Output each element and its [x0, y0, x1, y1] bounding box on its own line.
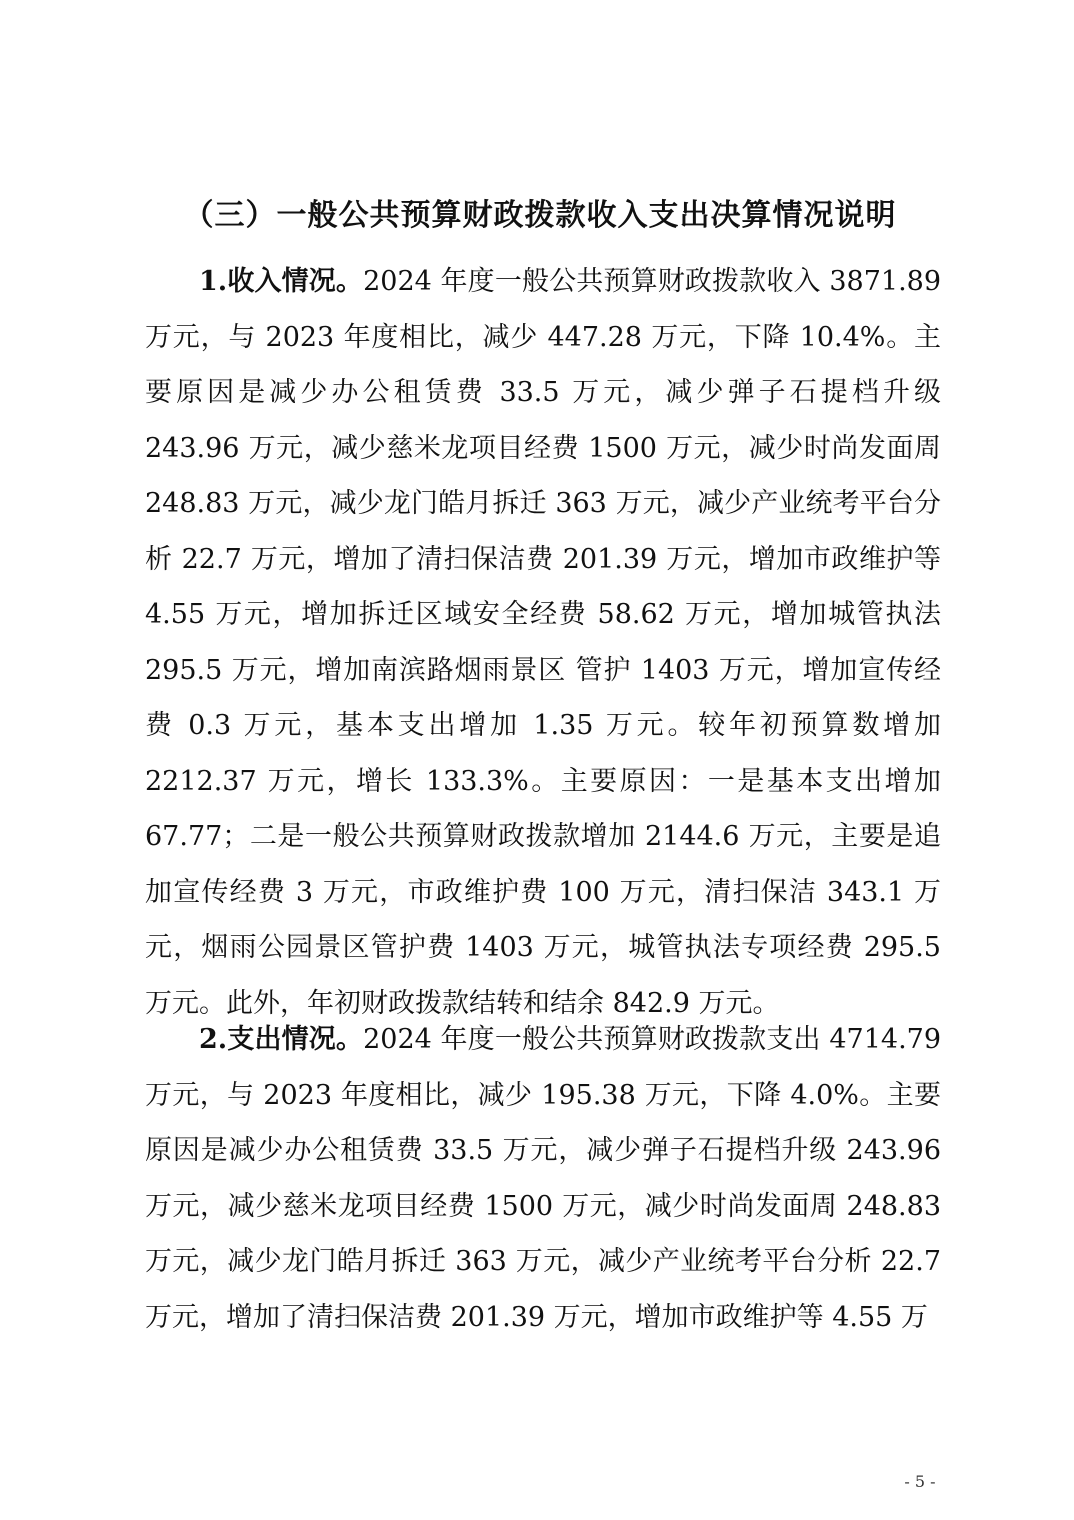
section-title: （三）一般公共预算财政拨款收入支出决算情况说明 — [183, 198, 897, 233]
expense-heading: 2.支出情况。 — [199, 1024, 364, 1055]
expense-body-text: 2024 年度一般公共预算财政拨款支出 4714.79 万元，与 2023 年度相比，减少 195.38 万元，下降 4.0%。主要原因是减少办公租赁费 33.5 万元，减少弹子石提档升级 243.96 万元，减少慈米龙项目经费 1500 万元，减少时尚发面周 248.83 万元，减少龙门皓月拆迁 363 万元，减少产业统考平台分析 22.7 万元，增加了清扫保洁费 201.39 万元，增加市政维护等 4.55 万 — [145, 1024, 942, 1333]
income-heading: 1.收入情况。 — [199, 266, 364, 297]
income-paragraph — [145, 254, 941, 1031]
page-number: - 5 - — [904, 1472, 936, 1491]
income-body-text: 2024 年度一般公共预算财政拨款收入 3871.89 万元，与 2023 年度相比，减少 447.28 万元，下降 10.4%。主要原因是减少办公租赁费 33.5 万元，减少弹子石提档升级 243.96 万元，减少慈米龙项目经费 1500 万元，减少时尚发面周 248.83 万元，减少龙门皓月拆迁 363 万元，减少产业统考平台分析 22.7 万元，增加了清扫保洁费 201.39 万元，增加市政维护等 4.55 万元，增加拆迁区域安全经费 58.62 万元，增加城管执法 295.5 万元，增加南滨路烟雨景区 管护 1403 万元，增加宣传经费 0.3 万元，基本支出增加 1.35 万元。较年初预算数增加 2212.37 万元，增长 133.3%。主要原因：一是基本支出增加 67.77；二是一般公共预算财政拨款增加 2144.6 万元，主要是追加宣传经费 3 万元，市政维护费 100 万元，清扫保洁 343.1 万元，烟雨公园景区管护费 1403 万元，城管执法专项经费 295.5 万元。此外，年初财政拨款结转和结余 842.9 万元。 — [145, 266, 942, 1019]
expense-paragraph — [145, 1012, 941, 1345]
